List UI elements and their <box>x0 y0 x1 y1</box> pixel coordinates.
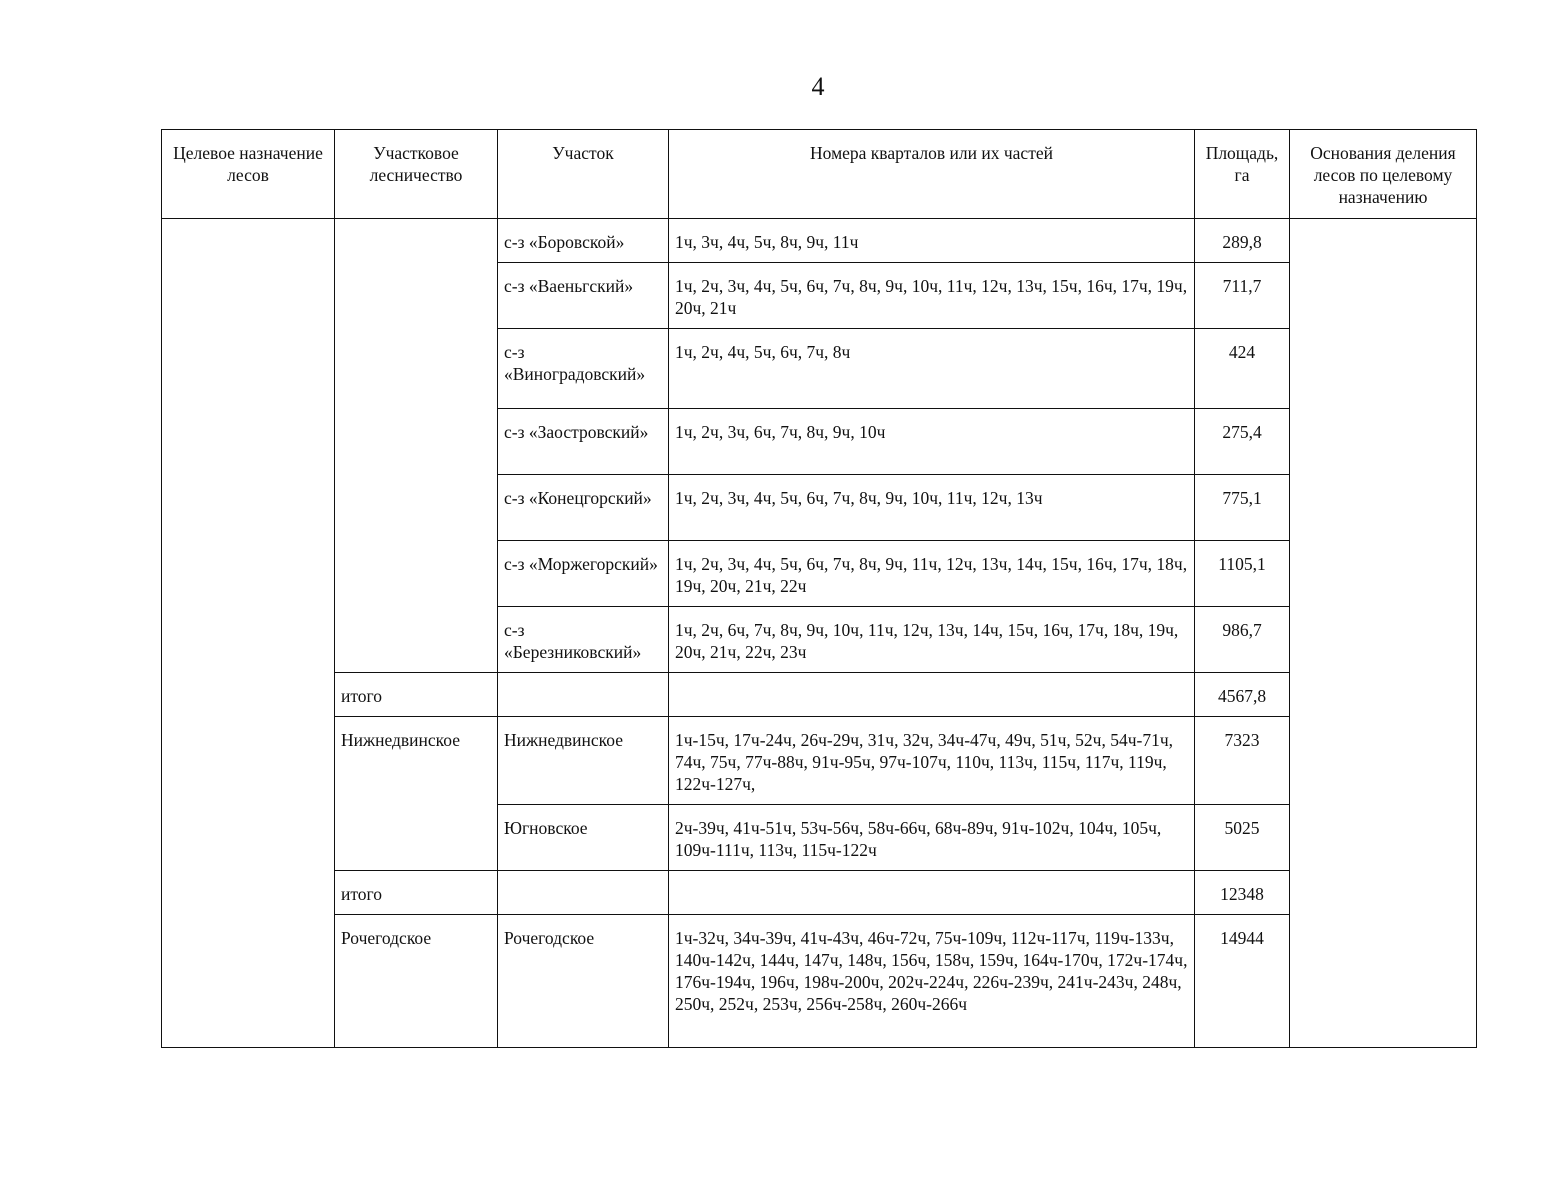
area-cell: 275,4 <box>1195 409 1290 475</box>
quarters-cell: 1ч, 2ч, 4ч, 5ч, 6ч, 7ч, 8ч <box>669 329 1195 409</box>
header-area: Площадь, га <box>1195 130 1290 219</box>
site-cell: с-з «Моржегорский» <box>498 541 669 607</box>
forestry-cell: Нижнедвинское <box>335 717 498 871</box>
quarters-cell: 1ч-15ч, 17ч-24ч, 26ч-29ч, 31ч, 32ч, 34ч-47ч, 49ч, 51ч, 52ч, 54ч-71ч, 74ч, 75ч, 77ч-88ч, 91ч-95ч, 97ч-107ч, 110ч, 113ч, 115ч, 117ч, 119ч, 122ч-127ч, <box>669 717 1195 805</box>
total-area: 12348 <box>1195 871 1290 915</box>
site-cell: с-з «Заостровский» <box>498 409 669 475</box>
total-site-empty <box>498 871 669 915</box>
quarters-cell: 1ч, 2ч, 3ч, 6ч, 7ч, 8ч, 9ч, 10ч <box>669 409 1195 475</box>
total-quarters-empty <box>669 871 1195 915</box>
quarters-cell: 1ч, 2ч, 3ч, 4ч, 5ч, 6ч, 7ч, 8ч, 9ч, 10ч, 11ч, 12ч, 13ч, 15ч, 16ч, 17ч, 19ч, 20ч, 21ч <box>669 263 1195 329</box>
site-cell: Рочегодское <box>498 915 669 1048</box>
site-cell: Нижнедвинское <box>498 717 669 805</box>
table-row <box>162 915 1477 1048</box>
quarters-cell: 1ч-32ч, 34ч-39ч, 41ч-43ч, 46ч-72ч, 75ч-109ч, 112ч-117ч, 119ч-133ч, 140ч-142ч, 144ч, 147ч, 148ч, 156ч, 158ч, 159ч, 164ч-170ч, 172ч-174ч, 176ч-194ч, 196ч, 198ч-200ч, 202ч-224ч, 226ч-239ч, 241ч-243ч, 248ч, 250ч, 252ч, 253ч, 256ч-258ч, 260ч-266ч <box>669 915 1195 1048</box>
area-cell: 5025 <box>1195 805 1290 871</box>
site-cell: с-з «Конецгорский» <box>498 475 669 541</box>
site-cell: Югновское <box>498 805 669 871</box>
total-site-empty <box>498 673 669 717</box>
table-row <box>162 219 1477 263</box>
total-row <box>162 871 1477 915</box>
site-cell: с-з «Ваеньгский» <box>498 263 669 329</box>
area-cell: 986,7 <box>1195 607 1290 673</box>
area-cell: 1105,1 <box>1195 541 1290 607</box>
area-cell: 289,8 <box>1195 219 1290 263</box>
area-cell: 775,1 <box>1195 475 1290 541</box>
quarters-cell: 1ч, 2ч, 6ч, 7ч, 8ч, 9ч, 10ч, 11ч, 12ч, 13ч, 14ч, 15ч, 16ч, 17ч, 18ч, 19ч, 20ч, 21ч, 22ч, 23ч <box>669 607 1195 673</box>
total-quarters-empty <box>669 673 1195 717</box>
purpose-cell <box>162 219 335 1048</box>
site-cell: с-з «Боровской» <box>498 219 669 263</box>
header-forestry: Участковое лесничество <box>335 130 498 219</box>
forest-division-table <box>161 129 1477 1048</box>
table-header-row <box>162 130 1477 219</box>
page-number: 4 <box>811 72 825 101</box>
total-label: итого <box>335 673 498 717</box>
header-quarters: Номера кварталов или их частей <box>669 130 1195 219</box>
site-cell: с-з «Виноградовский» <box>498 329 669 409</box>
forestry-cell-empty <box>335 219 498 673</box>
header-site: Участок <box>498 130 669 219</box>
area-cell: 424 <box>1195 329 1290 409</box>
forestry-cell: Рочегодское <box>335 915 498 1048</box>
header-purpose: Целевое назначение лесов <box>162 130 335 219</box>
area-cell: 7323 <box>1195 717 1290 805</box>
quarters-cell: 1ч, 2ч, 3ч, 4ч, 5ч, 6ч, 7ч, 8ч, 9ч, 10ч, 11ч, 12ч, 13ч <box>669 475 1195 541</box>
area-cell: 711,7 <box>1195 263 1290 329</box>
total-row <box>162 673 1477 717</box>
quarters-cell: 2ч-39ч, 41ч-51ч, 53ч-56ч, 58ч-66ч, 68ч-89ч, 91ч-102ч, 104ч, 105ч, 109ч-111ч, 113ч, 115ч-122ч <box>669 805 1195 871</box>
quarters-cell: 1ч, 2ч, 3ч, 4ч, 5ч, 6ч, 7ч, 8ч, 9ч, 11ч, 12ч, 13ч, 14ч, 15ч, 16ч, 17ч, 18ч, 19ч, 20ч, 21ч, 22ч <box>669 541 1195 607</box>
quarters-cell: 1ч, 3ч, 4ч, 5ч, 8ч, 9ч, 11ч <box>669 219 1195 263</box>
total-area: 4567,8 <box>1195 673 1290 717</box>
area-cell: 14944 <box>1195 915 1290 1048</box>
site-cell: с-з «Березниковский» <box>498 607 669 673</box>
table-row <box>162 717 1477 805</box>
total-label: итого <box>335 871 498 915</box>
basis-cell <box>1290 219 1477 1048</box>
header-basis: Основания деления лесов по целевому назначению <box>1290 130 1477 219</box>
